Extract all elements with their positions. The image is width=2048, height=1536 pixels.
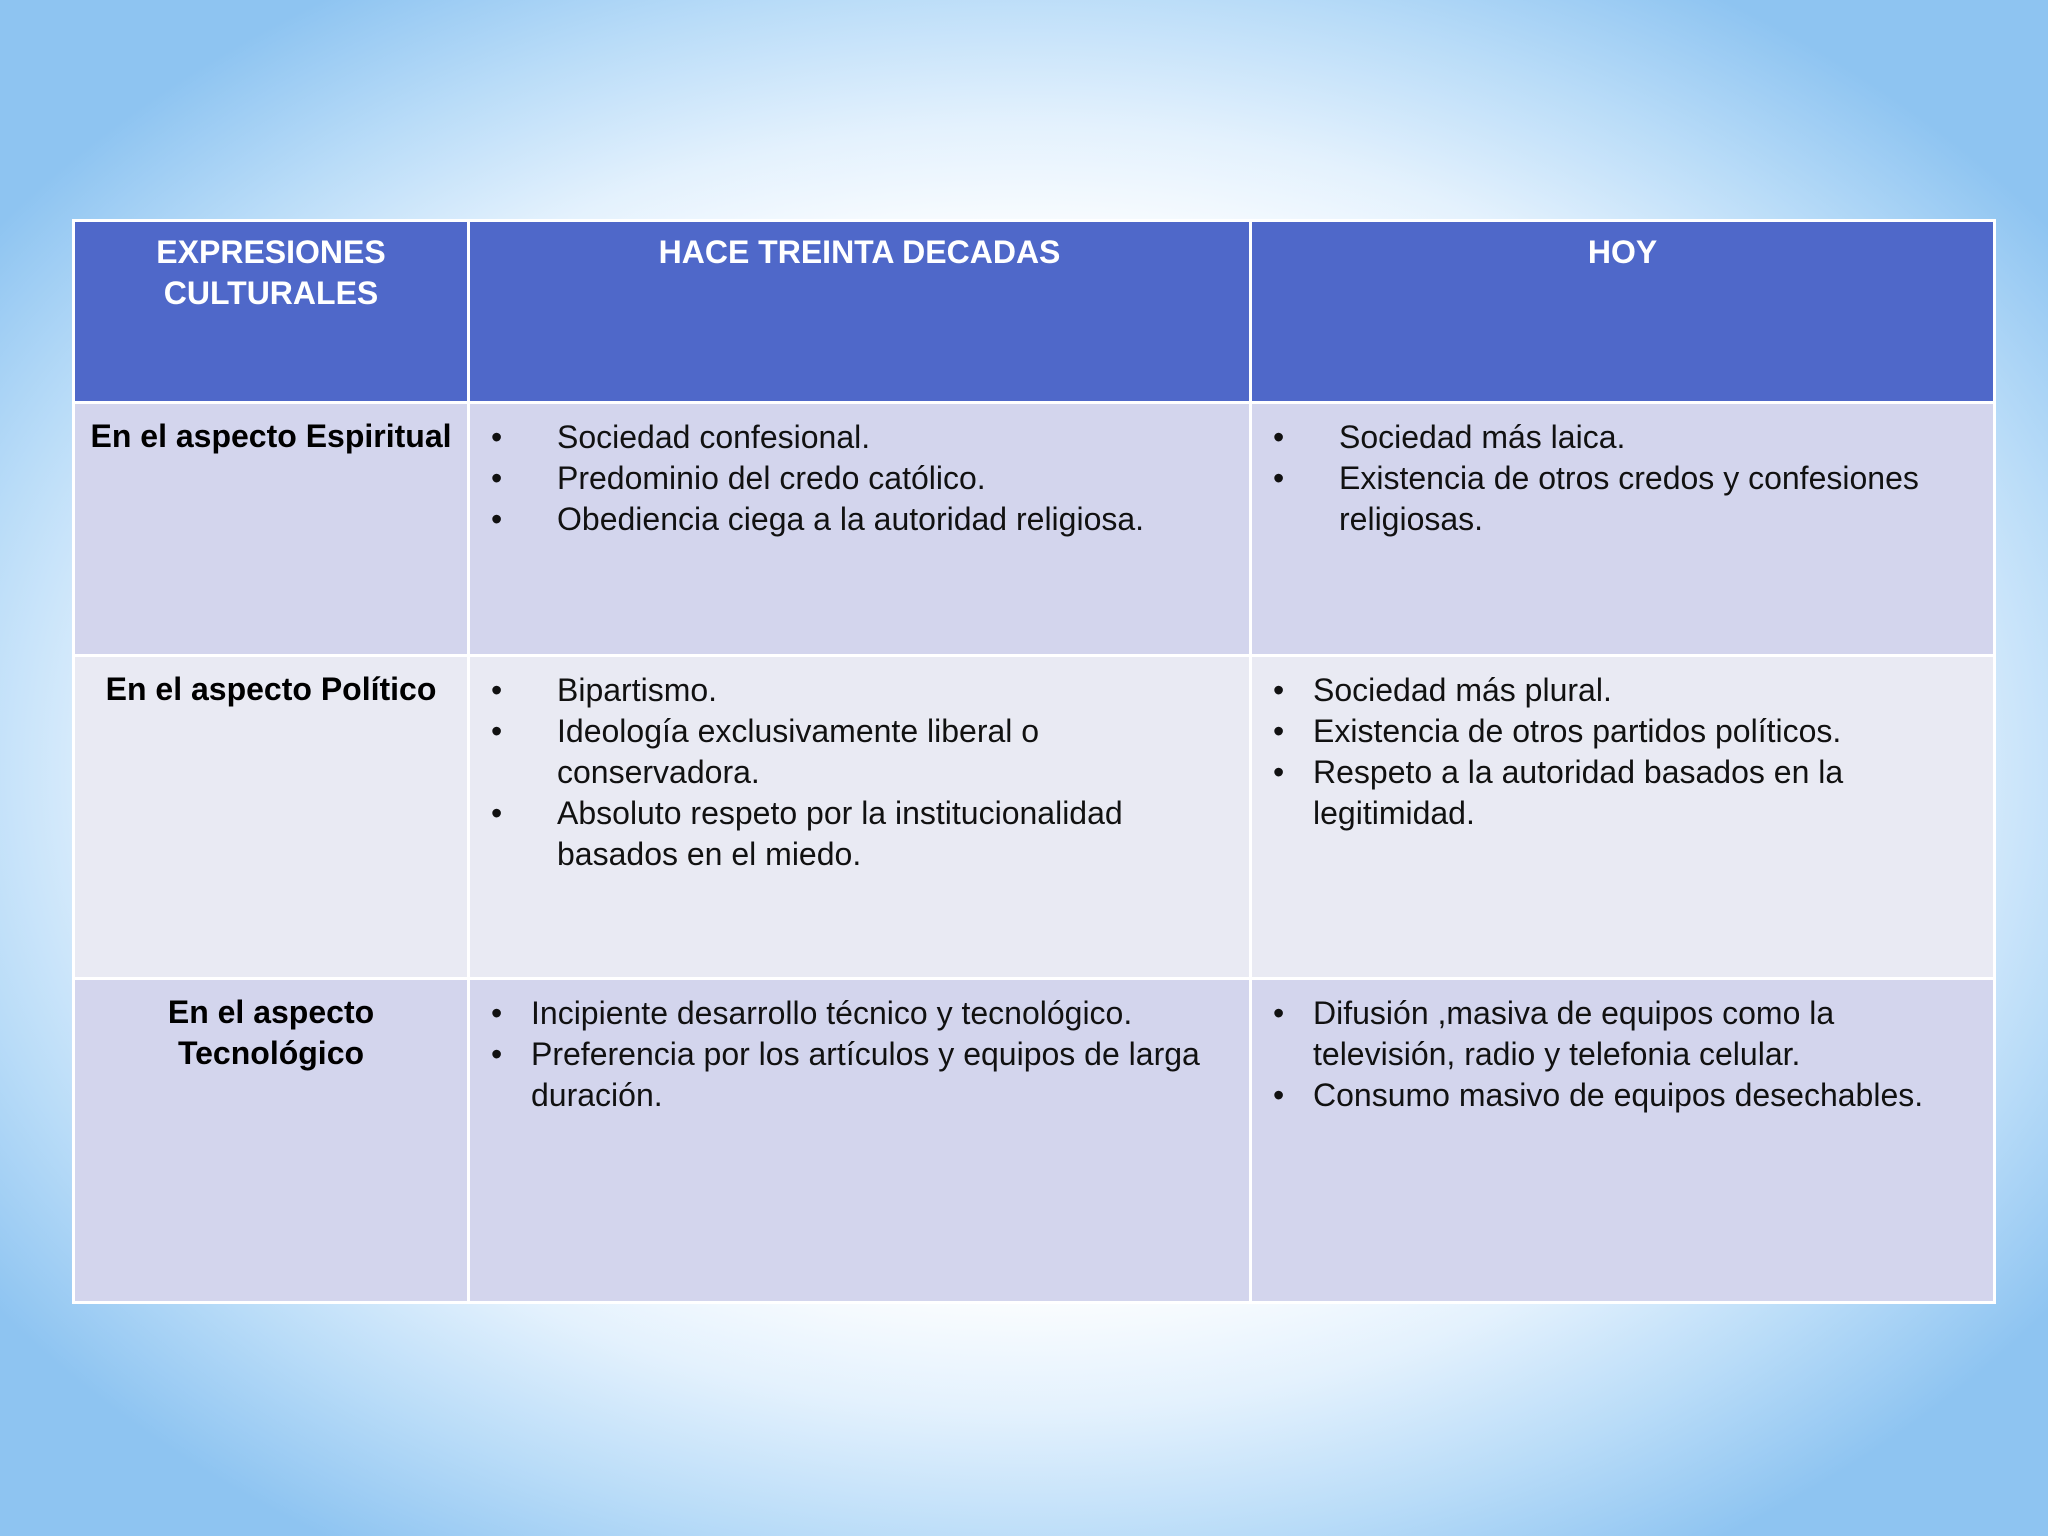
- list-item: [491, 670, 1228, 711]
- list-item-text: Obediencia ciega a la autoridad religiosa.: [557, 501, 1145, 537]
- list-item: [1273, 458, 1972, 540]
- list-item-text: Respeto a la autoridad basados en la legitimidad.: [1313, 754, 1844, 831]
- list-item: [491, 417, 1228, 458]
- list-item: [1273, 670, 1972, 711]
- row-label-politico: En el aspecto Político: [74, 656, 469, 979]
- list-item-text: Bipartismo.: [557, 672, 718, 708]
- table-row-tecnologico: [74, 979, 1995, 1303]
- row-label-tecnologico: En el aspecto Tecnológico: [74, 979, 469, 1303]
- bullet-icon: •: [1273, 460, 1285, 496]
- bullet-icon: •: [491, 1036, 503, 1072]
- list-item: [491, 793, 1228, 875]
- list-tecnologico-today: [1253, 981, 1992, 1116]
- header-hace-treinta-decadas: HACE TREINTA DECADAS: [469, 221, 1251, 403]
- cell-politico-today: [1251, 656, 1995, 979]
- cell-espiritual-today: [1251, 403, 1995, 656]
- bullet-icon: •: [1273, 1077, 1285, 1113]
- list-espiritual-before: [471, 405, 1248, 540]
- bullet-icon: •: [1273, 713, 1285, 749]
- list-item-text: Sociedad más laica.: [1339, 419, 1626, 455]
- list-item: [1273, 752, 1972, 834]
- list-item-text: Existencia de otros credos y confesiones religiosas.: [1339, 460, 1919, 537]
- bullet-icon: •: [491, 713, 503, 749]
- cell-tecnologico-before: [469, 979, 1251, 1303]
- bullet-icon: •: [491, 672, 503, 708]
- list-item: [1273, 1075, 1972, 1116]
- list-item-text: Existencia de otros partidos políticos.: [1313, 713, 1842, 749]
- list-item: [491, 1034, 1228, 1116]
- list-espiritual-today: [1253, 405, 1992, 540]
- list-item: [1273, 993, 1972, 1075]
- list-item-text: Incipiente desarrollo técnico y tecnológico.: [531, 995, 1133, 1031]
- header-hoy: HOY: [1251, 221, 1995, 403]
- bullet-icon: •: [491, 419, 503, 455]
- cell-tecnologico-today: [1251, 979, 1995, 1303]
- list-item-text: Difusión ,masiva de equipos como la televisión, radio y telefonia celular.: [1313, 995, 1835, 1072]
- table-row-espiritual: [74, 403, 1995, 656]
- list-item-text: Consumo masivo de equipos desechables.: [1313, 1077, 1924, 1113]
- list-item: [491, 711, 1228, 793]
- bullet-icon: •: [491, 995, 503, 1031]
- table-header-row: [74, 221, 1995, 403]
- cell-espiritual-before: [469, 403, 1251, 656]
- list-item-text: Absoluto respeto por la institucionalidad basados en el miedo.: [557, 795, 1123, 872]
- list-item-text: Sociedad confesional.: [557, 419, 871, 455]
- comparison-table: [72, 219, 1996, 1304]
- list-item-text: Predominio del credo católico.: [557, 460, 986, 496]
- bullet-icon: •: [491, 501, 503, 537]
- list-item: [1273, 417, 1972, 458]
- list-item-text: Ideología exclusivamente liberal o conservadora.: [557, 713, 1040, 790]
- bullet-icon: •: [491, 460, 503, 496]
- list-item: [491, 499, 1228, 540]
- list-item-text: Preferencia por los artículos y equipos de larga duración.: [531, 1036, 1200, 1113]
- bullet-icon: •: [1273, 419, 1285, 455]
- bullet-icon: •: [491, 795, 503, 831]
- bullet-icon: •: [1273, 995, 1285, 1031]
- table-row-politico: [74, 656, 1995, 979]
- list-item: [1273, 711, 1972, 752]
- list-politico-before: [471, 658, 1248, 875]
- list-item: [491, 993, 1228, 1034]
- list-politico-today: [1253, 658, 1992, 834]
- header-expresiones-culturales: EXPRESIONES CULTURALES: [74, 221, 469, 403]
- bullet-icon: •: [1273, 672, 1285, 708]
- cell-politico-before: [469, 656, 1251, 979]
- row-label-espiritual: En el aspecto Espiritual: [74, 403, 469, 656]
- list-item: [491, 458, 1228, 499]
- bullet-icon: •: [1273, 754, 1285, 790]
- list-item-text: Sociedad más plural.: [1313, 672, 1612, 708]
- list-tecnologico-before: [471, 981, 1248, 1116]
